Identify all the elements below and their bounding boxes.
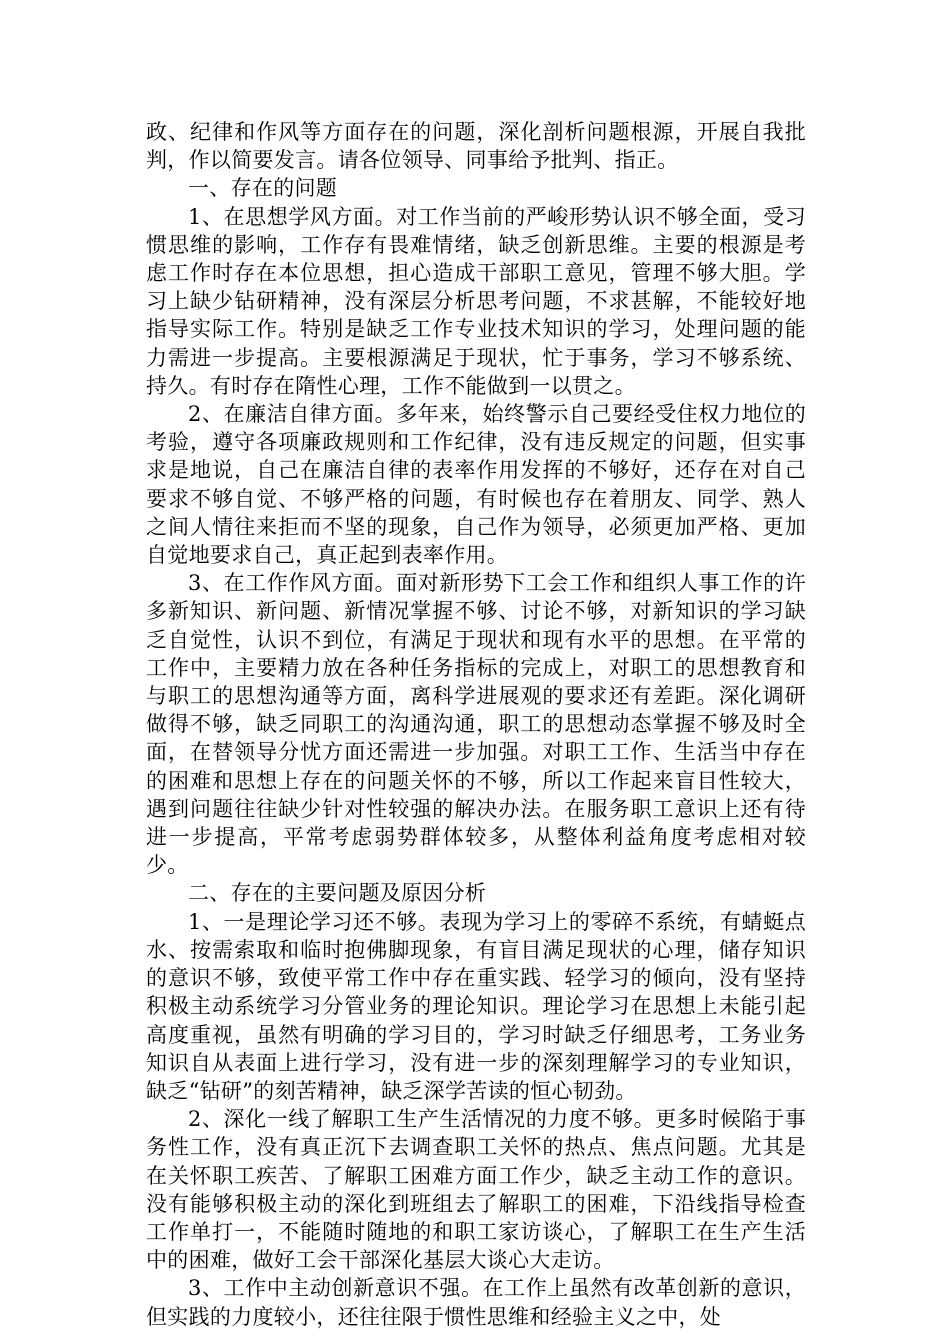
paragraph-continuation: 政、纪律和作风等方面存在的问题，深化剖析问题根源，开展自我批判，作以简要发言。请各位领导、同事给予批判、指正。 [146, 120, 806, 173]
paragraph-innovation: 3、工作中主动创新意识不强。在工作上虽然有改革创新的意识，但实践的力度较小，还往往限于惯性思维和经验主义之中，处 [146, 1276, 806, 1329]
section-heading-1: 一、存在的问题 [188, 176, 338, 201]
paragraph-thought-study: 1、在思想学风方面。对工作当前的严峻形势认识不够全面，受习惯思维的影响，工作存有畏难情绪，缺乏创新思维。主要的根源是考虑工作时存在本位思想，担心造成干部职工意见，管理不够大胆。学习上缺少钻研精神，没有深层分析思考问题，不求甚解，不能较好地指导实际工作。特别是缺乏工作专业技术知识的学习，处理问题的能力需进一步提高。主要根源满足于现状，忙于事务，学习不够系统、持久。有时存在隋性心理，工作不能做到一以贯之。 [146, 204, 806, 398]
paragraph-frontline: 2、深化一线了解职工生产生活情况的力度不够。更多时候陷于事务性工作，没有真正沉下去调查职工关怀的热点、焦点问题。尤其是在关怀职工疾苦、了解职工困难方面工作少，缺乏主动工作的意识。没有能够积极主动的深化到班组去了解职工的困难，下沿线指导检查工作单打一，不能随时随地的和职工家访谈心，了解职工在生产生活中的困难，做好工会干部深化基层大谈心大走访。 [146, 1107, 806, 1273]
paragraph-theory-study: 1、一是理论学习还不够。表现为学习上的零碎不系统，有蜻蜓点水、按需索取和临时抱佛脚现象，有盲目满足现状的心理，储存知识的意识不够，致使平常工作中存在重实践、轻学习的倾向，没有坚持积极主动系统学习分管业务的理论知识。理论学习在思想上未能引起高度重视，虽然有明确的学习目的，学习时缺乏仔细思考，工务业务知识自从表面上进行学习，没有进一步的深刻理解学习的专业知识，缺乏“钻研”的刻苦精神，缺乏深学苦读的恒心韧劲。 [146, 909, 806, 1103]
document-page [146, 118, 806, 1331]
paragraph-work-style: 3、在工作作风方面。面对新形势下工会工作和组织人事工作的许多新知识、新问题、新情况掌握不够、讨论不够，对新知识的学习缺乏自觉性，认识不到位，有满足于现状和现有水平的思想。在平常的工作中，主要精力放在各种任务指标的完成上，对职工的思想教育和与职工的思想沟通等方面，离科学进展观的要求还有差距。深化调研做得不够，缺乏同职工的沟通沟通，职工的思想动态掌握不够及时全面，在替领导分忧方面还需进一步加强。对职工工作、生活当中存在的困难和思想上存在的问题关怀的不够，所以工作起来盲目性较大，遇到问题往往缺少针对性较强的解决办法。在服务职工意识上还有待进一步提高，平常考虑弱势群体较多，从整体利益角度考虑相对较少。 [146, 571, 806, 878]
section-heading-2: 二、存在的主要问题及原因分析 [188, 881, 487, 906]
paragraph-integrity: 2、在廉洁自律方面。多年来，始终警示自己要经受住权力地位的考验，遵守各项廉政规则和工作纪律，没有违反规定的问题，但实事求是地说，自己在廉洁自律的表率作用发挥的不够好，还存在对自己要求不够自觉、不够严格的问题，有时候也存在着朋友、同学、熟人之间人情往来拒而不坚的现象，自己作为领导，必须更加严格、更加自觉地要求自己，真正起到表率作用。 [146, 402, 806, 568]
